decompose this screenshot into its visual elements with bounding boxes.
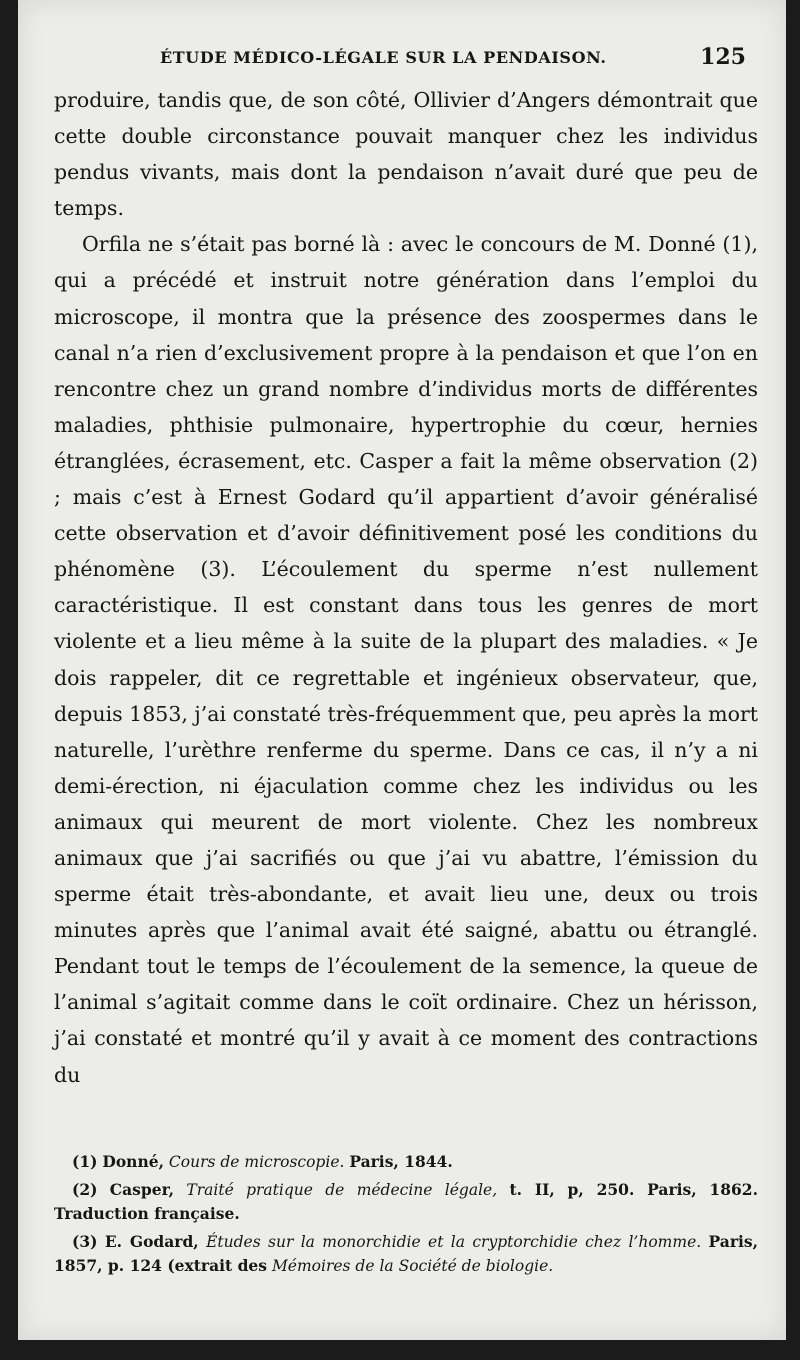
footnote-1 [54, 1150, 758, 1175]
footnote-author: Donné, [102, 1152, 164, 1171]
body-text [54, 82, 758, 1093]
footnotes [54, 1150, 758, 1282]
paragraph-orfila: Orfila ne s’était pas borné là : avec le concours de M. Donné (1), qui a précédé et instruit notre génération dans l’emploi du microscope, il montra que la présence des zoospermes dans le canal n’a rien d’exclusivement propre à la pendaison et que l’on en rencontre chez un grand nombre d’individus morts de différentes maladies, phthisie pulmonaire, hypertrophie du cœur, hernies étranglées, écrasement, etc. Casper a fait la même observation (2) ; mais c’est à Ernest Godard qu’il appartient d’avoir généralisé cette observation et d’avoir définitivement posé les conditions du phénomène (3). L’écoulement du sperme n’est nullement caractéristique. Il est constant dans tous les genres de mort violente et a lieu même à la suite de la plupart des maladies. « Je dois rappeler, dit ce regrettable et ingénieux observateur, que, depuis 1853, j’ai constaté très-fréquemment que, peu après la mort naturelle, l’urèthre renferme du sperme. Dans ce cas, il n’y a ni demi-érection, ni éjaculation comme chez les individus ou les animaux qui meurent de mort violente. Chez les nombreux animaux que j’ai sacrifiés ou que j’ai vu abattre, l’émission du sperme était très-abondante, et avait lieu une, deux ou trois minutes après que l’animal avait été saigné, abattu ou étranglé. Pendant tout le temps de l’écoulement de la semence, la queue de l’animal s’agitait comme dans le coït ordinaire. Chez un hérisson, j’ai constaté et montré qu’il y avait à ce moment des contractions du [54, 232, 758, 1087]
footnote-reference: Paris, 1844. [349, 1152, 453, 1171]
footnote-number: (1) [72, 1152, 98, 1171]
footnote-3 [54, 1230, 758, 1279]
running-title: ÉTUDE MÉDICO-LÉGALE SUR LA PENDAISON. [160, 48, 607, 67]
footnote-number: (3) [72, 1231, 98, 1251]
footnote-reference: Paris, 1857, p. 124 (extrait des [54, 1231, 758, 1275]
footnote-number: (2) [72, 1179, 98, 1199]
footnote-author: Casper, [109, 1179, 175, 1199]
book-page [18, 0, 786, 1340]
footnote-title: Cours de microscopie. [168, 1153, 345, 1171]
footnote-2 [54, 1178, 758, 1227]
footnote-title: Traité pratique de médecine légale, [186, 1180, 498, 1199]
paragraph-continued: produire, tandis que, de son côté, Ollivier d’Angers démontrait que cette double circonstance pouvait manquer chez les individus pendus vivants, mais dont la pendaison n’avait duré que peu de temps. [54, 88, 758, 221]
footnote-title-secondary: Mémoires de la Société de biologie. [271, 1257, 554, 1275]
footnote-reference: t. II, p, 250. Paris, 1862. Traduction française. [54, 1179, 758, 1223]
footnote-title: Études sur la monorchidie et la cryptorchidie chez l’homme. [206, 1232, 702, 1251]
page-number: 125 [700, 44, 746, 70]
page-header [150, 42, 746, 78]
footnote-author: E. Godard, [104, 1231, 199, 1251]
